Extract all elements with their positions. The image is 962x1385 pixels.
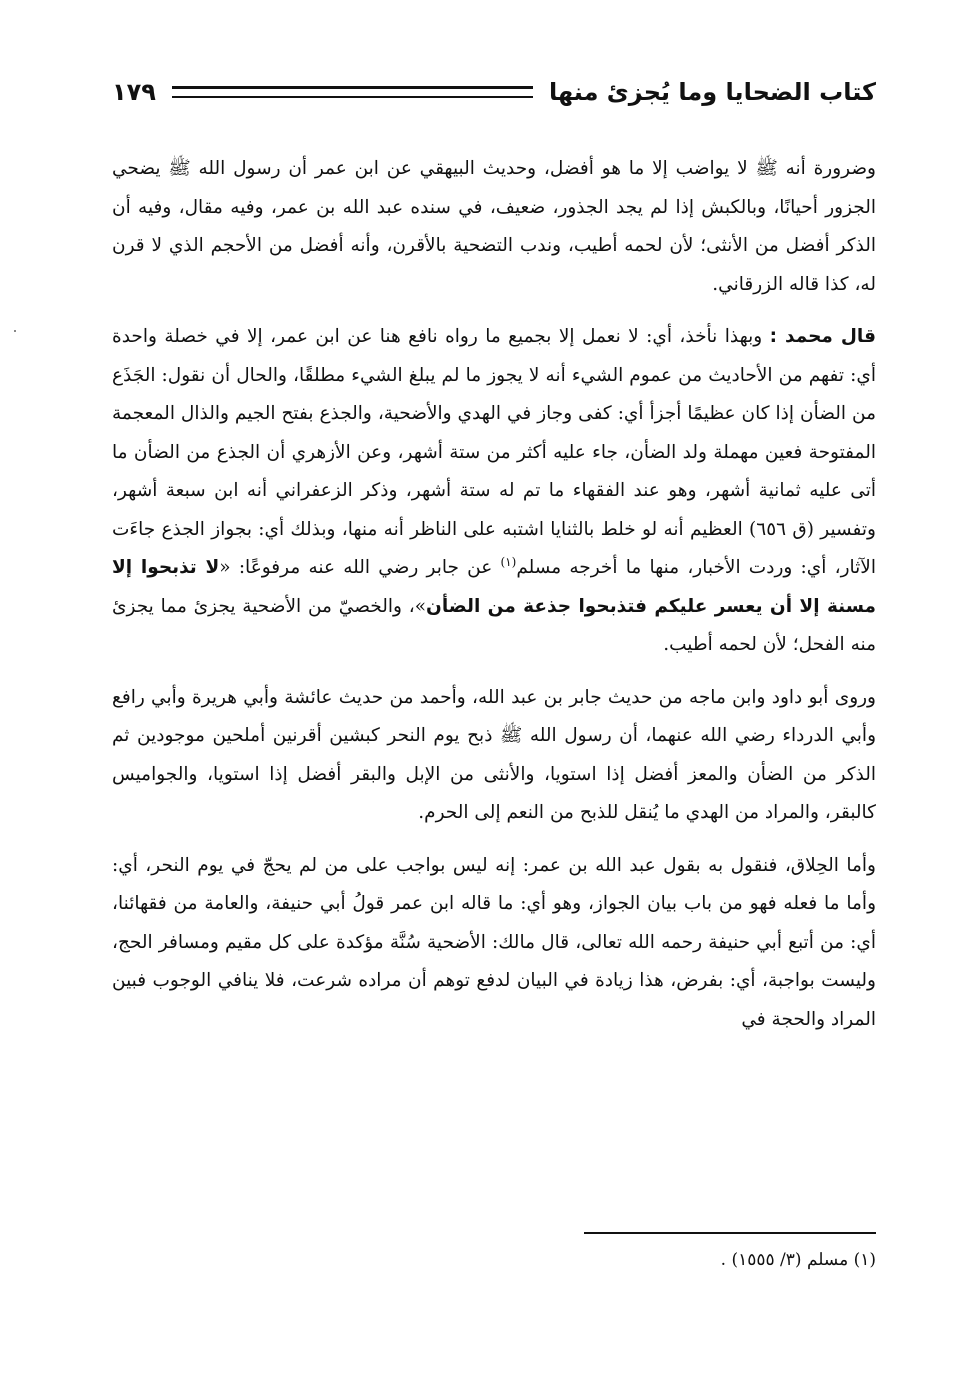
paragraph-lead: قال محمد : — [769, 326, 876, 347]
paragraph-2-text-1: وبهذا نأخذ، أي: لا نعمل إلا بجميع ما رواه نافع هنا عن ابن عمر، إلا في خصلة واحدة أي: تفهم من الأحاديث من عموم الشيء أنه لا يجوز ما لم يبلغ الشيء مطلقًا، والحال أن نقول: الجَذَع من الضأن إذا كان عظيمًا أجزأ أي: كفى وجاز في الهدي والأضحية، والجذع بفتح الجيم والذال المعجمة المفتوحة فعين مهملة ولد الضأن، جاء عليه أكثر من ستة أشهر، وعن الأزهري أن الجذع من الضأن ما أتى عليه ثمانية أشهر، وهو عند الفقهاء ما تم له ستة أشهر، وذكر الزعفراني أنه ابن سبعة أشهر، وتفسير (ق ٦٥٦) العظيم أنه لو خلط بالثنايا اشتبه على الناظر أنه منها، وبذلك أي: بجواز الجذع جاءَت الآثار، أي: وردت الأخبار، منها ما أخرجه مسلم — [112, 326, 876, 578]
paragraph-4: وأما الحِلاق، فنقول به بقول عبد الله بن عمر: إنه ليس بواجب على من لم يحجّ في يوم النحر، أي: وأما ما فعله فهو من باب بيان الجواز، وهو أي: ما قاله ابن عمر قولُ أبي حنيفة، والعامة من فقهائنا، أي: من أتبع أبي حنيفة رحمه الله تعالى، قال مالك: الأضحية سُنَّة مؤكدة على كل مقيم ومسافر الحج، وليست بواجبة، أي: بفرض، هذا زيادة في البيان لدفع توهم أن مراده شرعت، فلا ينافي الوجوب فبين المراد والحجة في — [112, 854, 876, 1030]
scan-speck — [14, 330, 16, 332]
main-text — [112, 150, 876, 1053]
paragraph-3: وروى أبو داود وابن ماجه من حديث جابر بن عبد الله، وأحمد من حديث عائشة وأبي هريرة وأبي رافع وأبي الدرداء رضي الله عنهما، أن رسول الله ﷺ ذبح يوم النحر كبشين أقرنين أملحين موجودين ثم الذكر من الضأن والمعز أفضل إذا استويا، والأنثى من الإبل والبقر أفضل إذا استويا، والجواميس كالبقر، والمراد من الهدي ما يُنقل للذبح من النعم إلى الحرم. — [112, 686, 876, 823]
page-number: ١٧٩ — [112, 78, 156, 106]
paragraph-2 — [112, 318, 876, 665]
header-rule — [172, 86, 533, 98]
paragraph-2-text-3: »، والخصيّ من الأضحية يجزئ مما يجزئ منه الفحل؛ لأن لحمه أطيب. — [112, 595, 876, 655]
paragraph-2-text-2: عن جابر رضي الله عنه مرفوعًا: « — [219, 557, 501, 578]
footnote: (١) مسلم (٣/ ١٥٥٥) . — [720, 1250, 876, 1270]
hadith-quote: لا تذبحوا إلا مسنة إلا أن يعسر عليكم فتذبحوا جذعة من الضأن — [112, 557, 876, 617]
footnote-reference: (١) — [500, 554, 517, 569]
footnote-rule — [584, 1232, 876, 1234]
paragraph-1: وضرورة أنه ﷺ لا يواضب إلا ما هو أفضل، وحديث البيهقي عن ابن عمر أن رسول الله ﷺ يضحي الجزور أحيانًا، وبالكبش إذا لم يجد الجذور، ضعيف، في سنده عبد الله بن عمر، وفيه مقال، وفيه أن الذكر أفضل من الأنثى؛ لأن لحمه أطيب، وندب التضحية بالأقرن، وأنه أفضل من الأحجم الذي لا قرن له، كذا قاله الزرقاني. — [112, 158, 876, 295]
page-header — [112, 68, 876, 116]
chapter-title: كتاب الضحايا وما يُجزئ منها — [548, 78, 876, 106]
